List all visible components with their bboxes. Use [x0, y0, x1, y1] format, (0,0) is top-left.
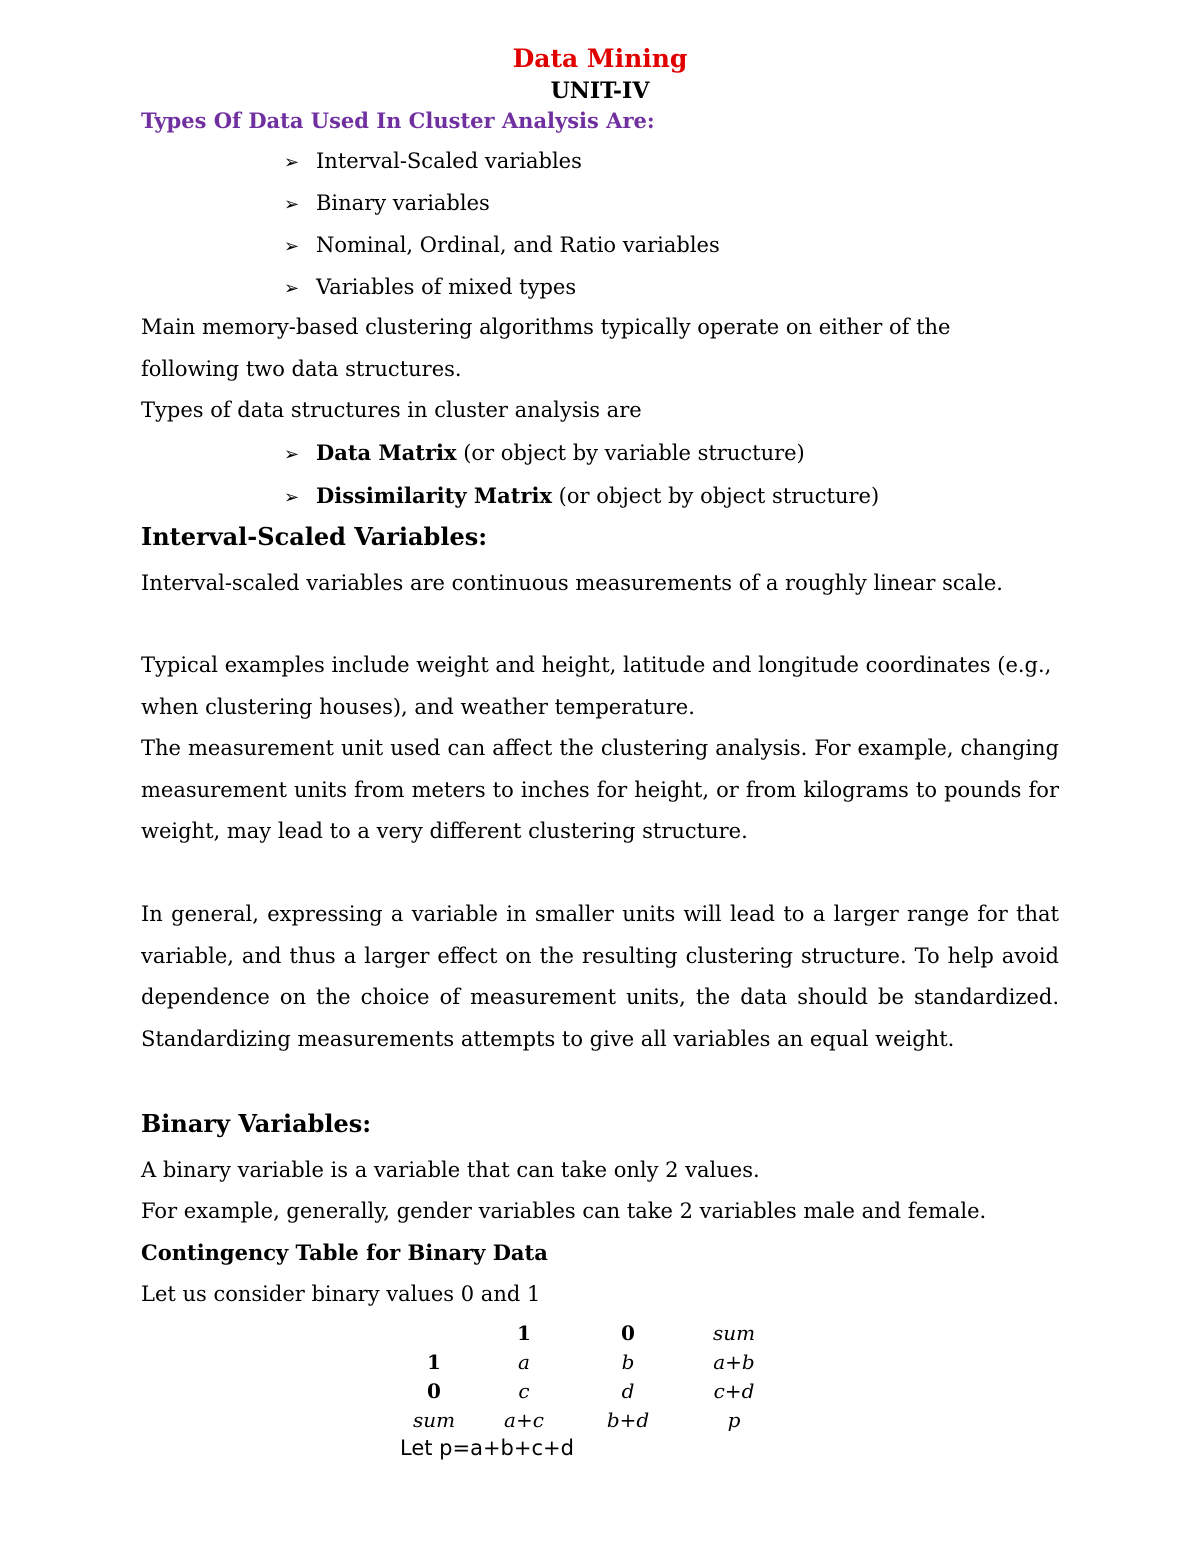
document-title: Data Mining: [512, 44, 688, 73]
table-cell: 1: [517, 1320, 531, 1345]
list-item: ➢ Dissimilarity Matrix (or object by object structure): [284, 475, 879, 518]
interval-para-1: Interval-scaled variables are continuous measurements of a roughly linear scale.: [141, 571, 1003, 595]
arrow-bullet-icon: ➢: [284, 236, 300, 257]
list-item: ➢ Binary variables: [284, 183, 720, 225]
list-item: ➢ Nominal, Ordinal, and Ratio variables: [284, 225, 720, 267]
structures-lead: Types of data structures in cluster analysis are: [141, 398, 642, 422]
sum-note: Let p=a+b+c+d: [400, 1436, 574, 1460]
types-list: [284, 141, 720, 309]
table-cell: sum: [712, 1320, 756, 1345]
arrow-bullet-icon: ➢: [284, 487, 300, 508]
table-row: [396, 1318, 788, 1347]
arrow-bullet-icon: ➢: [284, 194, 300, 215]
contingency-heading: Contingency Table for Binary Data: [141, 1240, 548, 1265]
binary-para-2: For example, generally, gender variables can take 2 variables male and female.: [141, 1199, 987, 1223]
table-row: [396, 1347, 788, 1376]
table-cell: [396, 1318, 472, 1347]
binary-heading: Binary Variables:: [141, 1109, 372, 1138]
table-cell: sum: [412, 1407, 456, 1432]
table-cell: 1: [427, 1349, 441, 1374]
structures-intro: Main memory-based clustering algorithms typically operate on either of the following two data structures.: [141, 315, 951, 381]
table-cell: p: [727, 1407, 741, 1432]
table-cell: 0: [427, 1378, 441, 1403]
structures-list: [284, 432, 879, 518]
table-row: [396, 1376, 788, 1405]
table-cell: d: [621, 1378, 635, 1403]
contingency-table: [396, 1318, 788, 1434]
interval-para-4: In general, expressing a variable in smaller units will lead to a larger range for that variable, and thus a larger effect on the resulting clustering structure. To help avoid dependence on the choice of measurement units, the data should be standardized. Standardizing measurements attempts to give all variables an equal weight.: [141, 902, 1059, 1051]
types-heading: Types Of Data Used In Cluster Analysis Are:: [141, 108, 655, 133]
table-cell: c+d: [713, 1378, 755, 1403]
arrow-bullet-icon: ➢: [284, 278, 300, 299]
binary-para-1: A binary variable is a variable that can take only 2 values.: [141, 1158, 760, 1182]
arrow-bullet-icon: ➢: [284, 152, 300, 173]
table-row: [396, 1405, 788, 1434]
arrow-bullet-icon: ➢: [284, 444, 300, 465]
list-item: ➢ Variables of mixed types: [284, 267, 720, 309]
table-cell: a+c: [504, 1407, 544, 1432]
binary-para-3: Let us consider binary values 0 and 1: [141, 1282, 541, 1306]
interval-para-2: Typical examples include weight and height, latitude and longitude coordinates (e.g., when clustering houses), and weather temperature.: [141, 653, 1052, 719]
table-cell: c: [518, 1378, 530, 1403]
list-item: ➢ Data Matrix (or object by variable structure): [284, 432, 879, 475]
table-cell: a+b: [713, 1349, 755, 1374]
list-item: ➢ Interval-Scaled variables: [284, 141, 720, 183]
interval-para-3: The measurement unit used can affect the clustering analysis. For example, changing measurement units from meters to inches for height, or from kilograms to pounds for weight, may lead to a very different clustering structure.: [141, 736, 1059, 843]
table-cell: 0: [621, 1320, 635, 1345]
interval-heading: Interval-Scaled Variables:: [141, 522, 488, 551]
table-cell: a: [518, 1349, 530, 1374]
table-cell: b: [621, 1349, 635, 1374]
unit-label: UNIT-IV: [550, 78, 650, 104]
table-cell: b+d: [606, 1407, 650, 1432]
